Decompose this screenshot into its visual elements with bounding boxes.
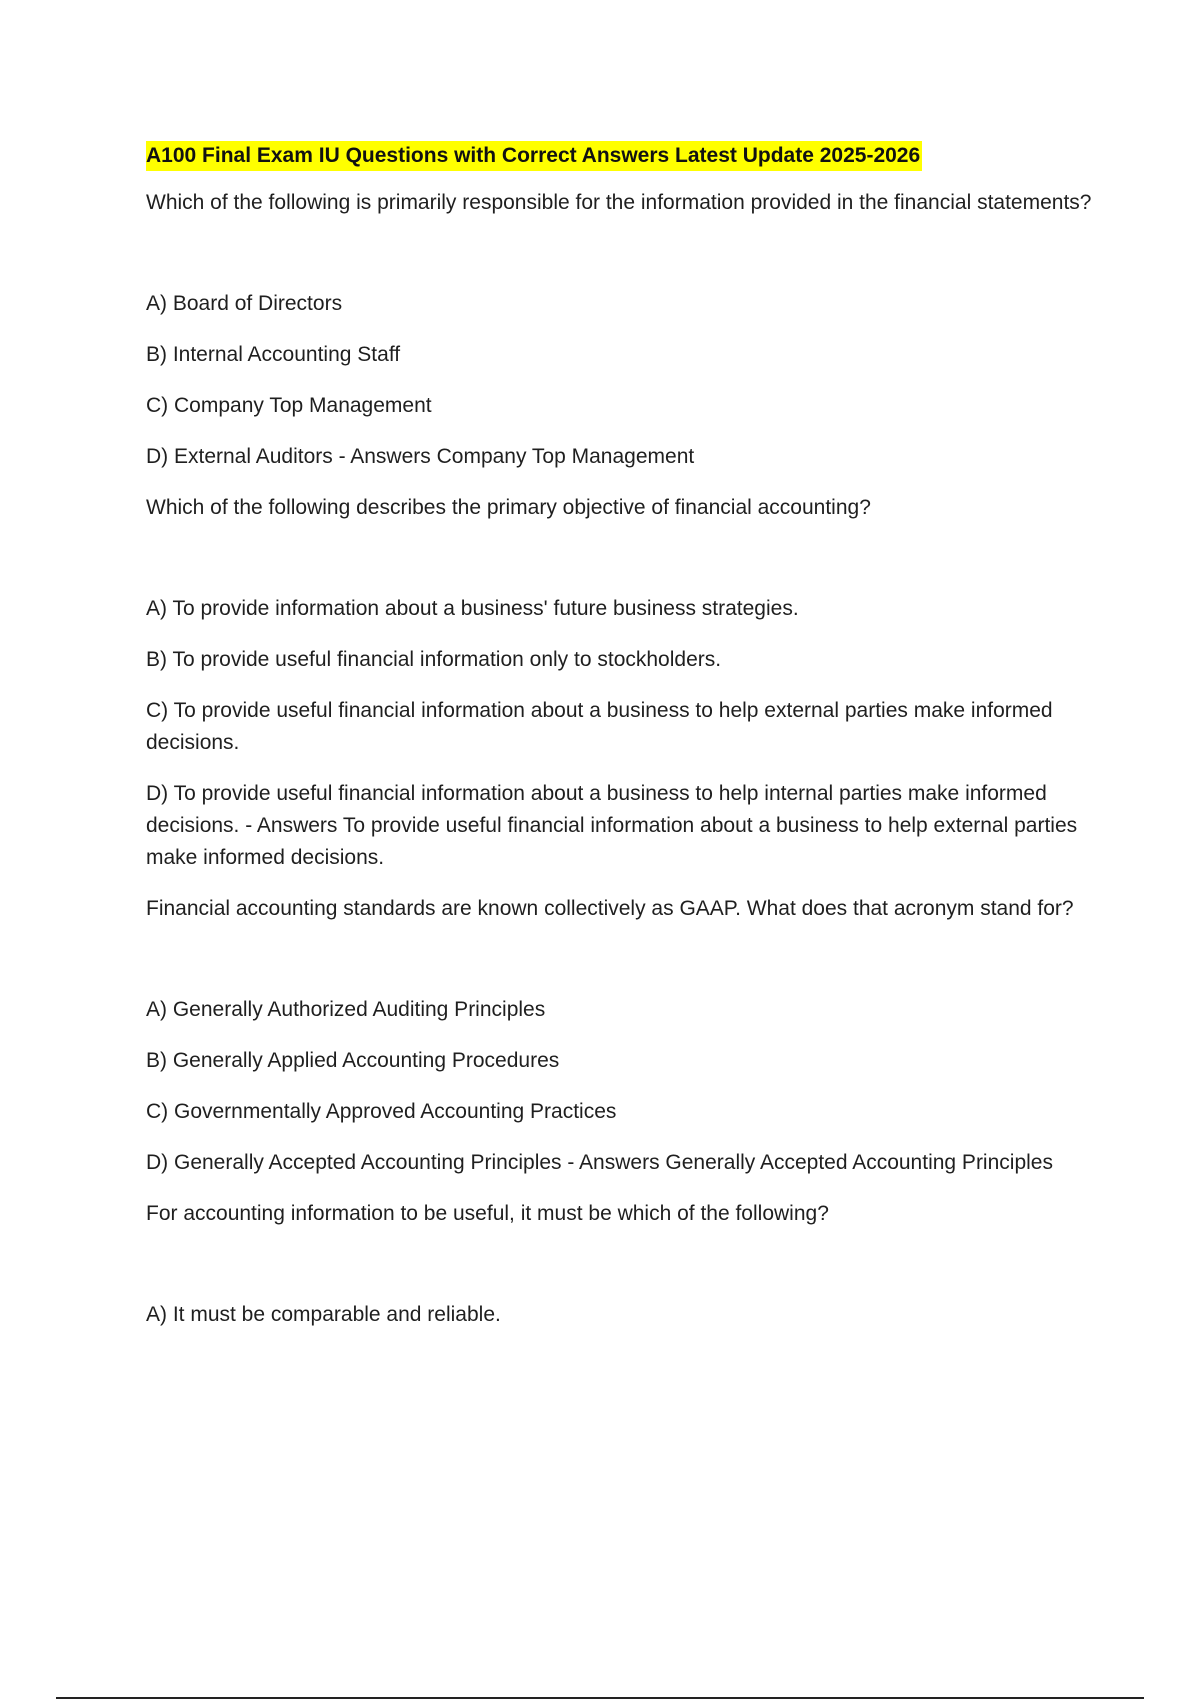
answer-option: B) To provide useful financial information only to stockholders. — [146, 648, 722, 671]
question-text: For accounting information to be useful, it must be which of the following? — [146, 1202, 829, 1225]
answer-option-with-answer: D) To provide useful financial information about a business to help internal parties make informed decisions. - Answers To provide useful financial information about a business to help external parties make informed decisions. — [146, 782, 1078, 869]
answer-option: C) Governmentally Approved Accounting Practices — [146, 1100, 617, 1123]
answer-option: A) Board of Directors — [146, 292, 343, 315]
question-block-1 — [146, 187, 1096, 473]
question-block-3 — [146, 893, 1096, 1179]
question-text: Financial accounting standards are known collectively as GAAP. What does that acronym stand for? — [146, 897, 1074, 920]
answer-option: A) To provide information about a business' future business strategies. — [146, 597, 799, 620]
answer-option-with-answer: D) External Auditors - Answers Company Top Management — [146, 445, 695, 468]
page-bottom-divider — [56, 1697, 1144, 1699]
question-text: Which of the following is primarily responsible for the information provided in the financial statements? — [146, 191, 1092, 214]
answer-option: A) Generally Authorized Auditing Principles — [146, 998, 546, 1021]
answer-option: B) Generally Applied Accounting Procedures — [146, 1049, 560, 1072]
document-page — [146, 140, 1096, 1350]
answer-option-with-answer: D) Generally Accepted Accounting Principles - Answers Generally Accepted Accounting Principles — [146, 1151, 1053, 1174]
answer-option: B) Internal Accounting Staff — [146, 343, 401, 366]
document-title: A100 Final Exam IU Questions with Correct Answers Latest Update 2025-2026 — [146, 141, 922, 171]
question-block-2 — [146, 492, 1096, 874]
question-text: Which of the following describes the primary objective of financial accounting? — [146, 496, 871, 519]
answer-option: C) Company Top Management — [146, 394, 432, 417]
answer-option: A) It must be comparable and reliable. — [146, 1303, 501, 1326]
question-block-4 — [146, 1198, 1096, 1331]
answer-option: C) To provide useful financial information about a business to help external parties make informed decisions. — [146, 699, 1053, 754]
